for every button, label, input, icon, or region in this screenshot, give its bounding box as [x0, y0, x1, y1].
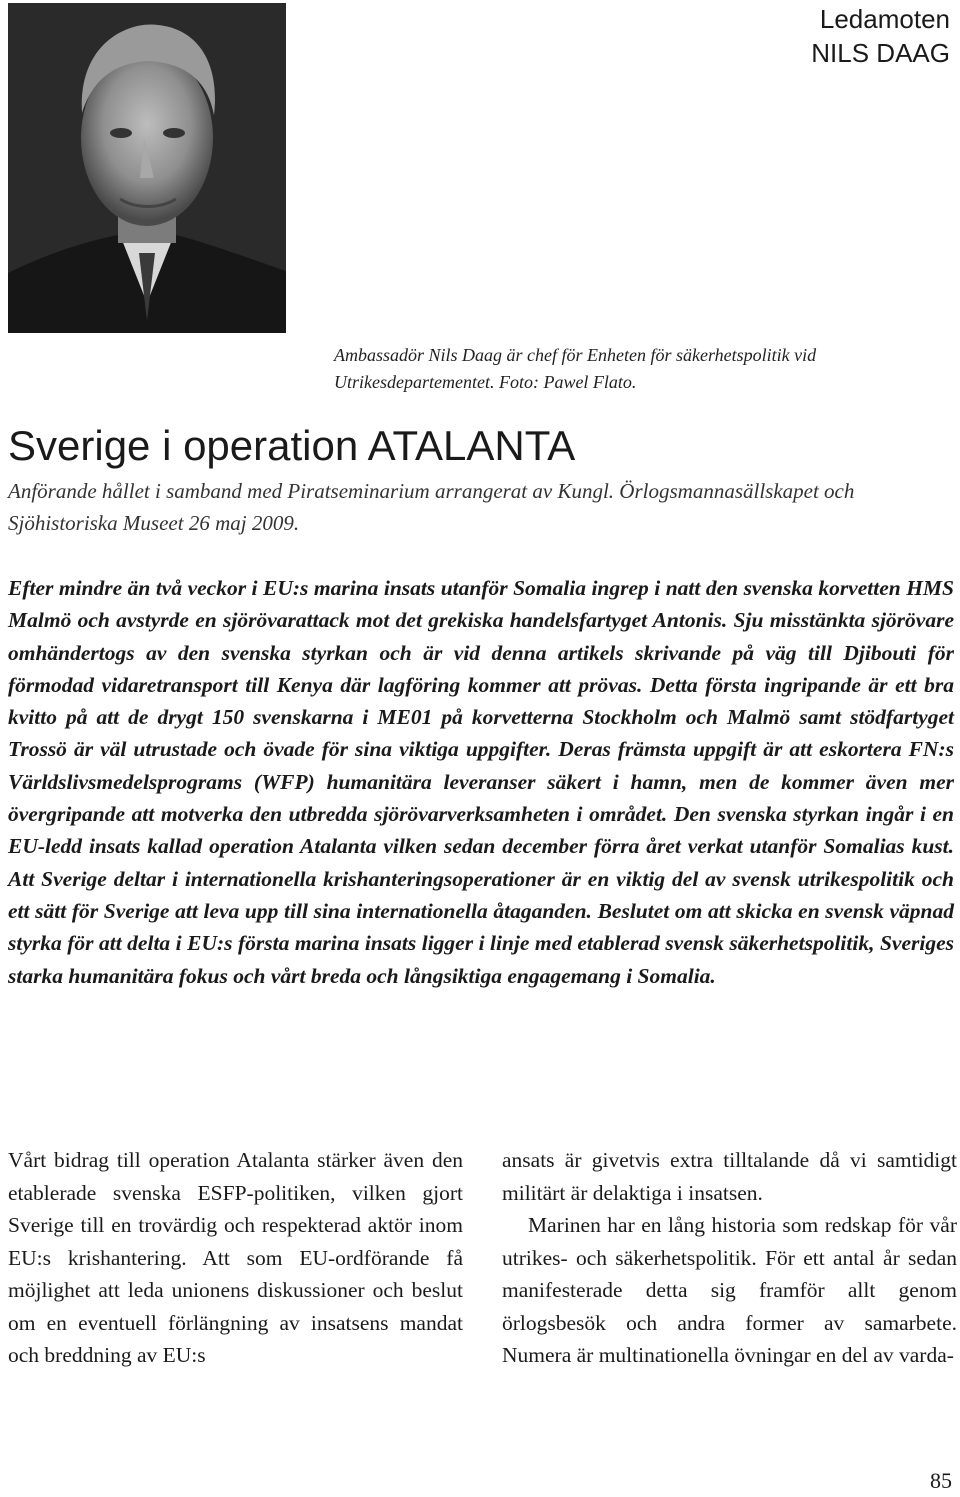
portrait-illustration [8, 3, 286, 333]
body-paragraph: Vårt bidrag till operation Atalanta stärker även den etablerade svenska ESFP-politiken, vilken gjort Sverige till en trovärdig och respekterad aktör inom EU:s krishantering. Att som EU-ordförande få möjlighet att leda unionens diskussioner och beslut om en eventuell förlängning av insatsens mandat och breddning av EU:s [8, 1148, 463, 1367]
member-name: NILS DAAG [811, 38, 950, 68]
article-title: Sverige i operation ATALANTA [8, 422, 576, 469]
body-column-left [8, 1144, 463, 1372]
article-lead: Efter mindre än två veckor i EU:s marina insats utanför Somalia ingrep i natt den svenska korvetten HMS Malmö och avstyrde en sjörövarattack mot det grekiska handelsfartyget Antonis. Sju misstänkta sjörövare omhändertogs av den svenska styrkan och är vid denna artikels skrivande på väg till Djibouti för förmodad vidaretransport till Kenya där lagföring kommer att prövas. Detta första ingripande är ett bra kvitto på att de drygt 150 svenskarna i ME01 på korvetterna Stockholm och Malmö samt stödfartyget Trossö är väl utrustade och övade för sina viktiga uppgifter. Deras främsta uppgift är att eskortera FN:s Världslivsmedelsprograms (WFP) humanitära leveranser säkert i hamn, men de kommer även mer övergripande att motverka den utbredda sjörövarverksamheten i området. Den svenska styrkan ingår i en EU-ledd insats kallad operation Atalanta vilken sedan december förra året verkat utanför Somalias kust. Att Sverige deltar i internationella krishanteringsoperationer är en viktig del av svensk utrikespolitik och ett sätt för Sverige att leva upp till sina internationella åtaganden. Beslutet om att skicka en svensk väpnad styrka för att delta i EU:s första marina insats ligger i linje med etablerad svensk säkerhetspolitik, Sveriges starka humanitära fokus och vårt breda och långsiktiga engagemang i Somalia. [8, 576, 954, 988]
photo-caption: Ambassadör Nils Daag är chef för Enheten för säkerhetspolitik vid Utrikesdepartementet. Foto: Pawel Flato. [334, 345, 817, 392]
body-column-right [502, 1144, 957, 1372]
member-role: Ledamoten [819, 4, 950, 34]
body-paragraph: Marinen har en lång historia som redskap för vår utrikes- och säkerhetspolitik. För ett antal år sedan manifesterade detta sig framför allt genom örlogsbesök och andra former av samarbete. Numera är multinationella övningar en del av varda- [502, 1213, 957, 1367]
body-paragraph: ansats är givetvis extra tilltalande då vi samtidigt militärt är delaktiga i insatsen. [502, 1148, 957, 1205]
member-header [811, 2, 950, 70]
portrait-photo [8, 3, 286, 333]
article-subtitle: Anförande hållet i samband med Piratseminarium arrangerat av Kungl. Örlogsmannasällskapet och Sjöhistoriska Museet 26 maj 2009. [8, 479, 855, 535]
page-number: 85 [930, 1468, 952, 1493]
